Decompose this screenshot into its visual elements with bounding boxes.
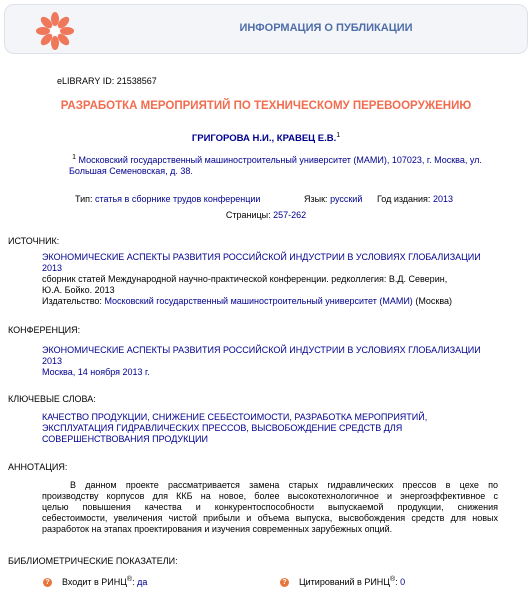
affiliation-line-1[interactable]: Московский государственный машиностроительный университет (МАМИ), 107023, г. Москва, ул. [78,155,482,165]
rinc-value: да [137,577,148,587]
elibrary-id-value: 21538567 [116,76,157,86]
source-desc-line-2: Ю.А. Бойко. 2013 [42,285,115,295]
year-value: 2013 [432,194,453,204]
affiliation-sup: 1 [72,154,77,161]
conference-place-date: Москва, 14 ноября 2013 г. [42,367,150,377]
source-title-line-2[interactable]: 2013 [42,263,63,273]
annotation-line-3: целью повышения качества и конкурентоспособности выпускаемой продукции, снижения [42,502,498,512]
publisher-label: Издательство: [42,296,102,306]
source-block [42,252,482,307]
type-row [75,194,260,204]
publisher-city: (Москва) [415,296,453,306]
elibrary-id-row [57,76,157,86]
pages-label: Страницы: [225,210,271,220]
keywords-heading: КЛЮЧЕВЫЕ СЛОВА: [8,394,96,404]
annotation-line-2: производству корпусов для ККБ на новое, более высокотехнологичное и энергоэффективное с [42,491,498,501]
rinc-label: Входит в РИНЦ [62,577,127,587]
type-value: статья в сборнике трудов конференции [95,194,261,204]
header-panel [4,4,528,54]
annotation-text [42,480,498,535]
pages-value: 257-262 [273,210,307,220]
language-value: русский [330,194,363,204]
cited-label: Цитирований в РИНЦ [299,577,390,587]
affiliation-line-2: Большая Семеновская, д. 38. [69,166,193,176]
affiliation [42,152,512,177]
authors-row [0,132,532,144]
annotation-heading: АННОТАЦИЯ: [8,462,68,472]
elibrary-flower-logo-icon [35,11,75,51]
cited-help-icon[interactable]: ? [280,578,289,587]
article-title: РАЗРАБОТКА МЕРОПРИЯТИЙ ПО ТЕХНИЧЕСКОМУ ПЕРЕВООРУЖЕНИЮ [60,100,472,112]
cited-sup: ® [389,576,396,583]
source-title-line-1[interactable]: ЭКОНОМИЧЕСКИЕ АСПЕКТЫ РАЗВИТИЯ РОССИЙСКОЙ ИНДУСТРИИ В УСЛОВИЯХ ГЛОБАЛИЗАЦИИ [42,252,481,262]
conference-title-line-2[interactable]: 2013 [42,356,63,366]
language-row [304,194,362,204]
keywords-line-1[interactable]: КАЧЕСТВО ПРОДУКЦИИ, СНИЖЕНИЕ СЕБЕСТОИМОСТИ, РАЗРАБОТКА МЕРОПРИЯТИЙ, [42,412,428,422]
elibrary-id-label: eLIBRARY ID: [57,76,115,86]
conference-title-line-1[interactable]: ЭКОНОМИЧЕСКИЕ АСПЕКТЫ РАЗВИТИЯ РОССИЙСКОЙ ИНДУСТРИИ В УСЛОВИЯХ ГЛОБАЛИЗАЦИИ [42,345,481,355]
annotation-line-4: себестоимости, увеличения чистой прибыли и объема выпуска, высвобождения средств для новых [42,513,498,523]
annotation-line-1: В данном проекте рассматривается замена старых гидравлических прессов в цехе по [70,480,498,490]
publisher-link[interactable]: Московский государственный машиностроительный университет (МАМИ) [104,296,413,306]
conference-heading: КОНФЕРЕНЦИЯ: [8,325,81,335]
keywords-block [42,412,482,445]
cited-row: Цитирований в РИНЦ®: 0 [299,576,406,587]
rinc-row: Входит в РИНЦ®: да [62,576,148,587]
publisher-row [42,296,482,307]
keywords-line-3[interactable]: СОВЕРШЕНСТВОВАНИЯ ПРОДУКЦИИ [42,434,208,444]
source-desc-line-1: сборник статей Международной научно-практической конференции. редколлегия: В.Д. Северин, [42,274,448,284]
authors-sup: 1 [336,132,341,139]
type-label: Тип: [75,194,93,204]
year-row [377,194,453,204]
source-heading: ИСТОЧНИК: [8,236,60,246]
rinc-sup: ® [126,576,133,583]
rinc-help-icon[interactable]: ? [43,578,52,587]
header-title: ИНФОРМАЦИЯ О ПУБЛИКАЦИИ [239,22,413,34]
annotation-line-5: разработок на этапах проектирования и изучения современных зарубежных опций. [42,524,393,534]
language-label: Язык: [304,194,328,204]
year-label: Год издания: [377,194,431,204]
authors[interactable]: ГРИГОРОВА Н.И., КРАВЕЦ Е.В. [191,133,337,145]
keywords-line-2[interactable]: ЭКСПЛУАТАЦИЯ ГИДРАВЛИЧЕСКИХ ПРЕССОВ, ВЫСВОБОЖДЕНИЕ СРЕДСТВ ДЛЯ [42,423,403,433]
bibliometrics-heading: БИБЛИОМЕТРИЧЕСКИЕ ПОКАЗАТЕЛИ: [8,556,178,566]
cited-value: 0 [400,577,406,587]
conference-block [42,345,482,378]
pages-row [0,210,532,220]
